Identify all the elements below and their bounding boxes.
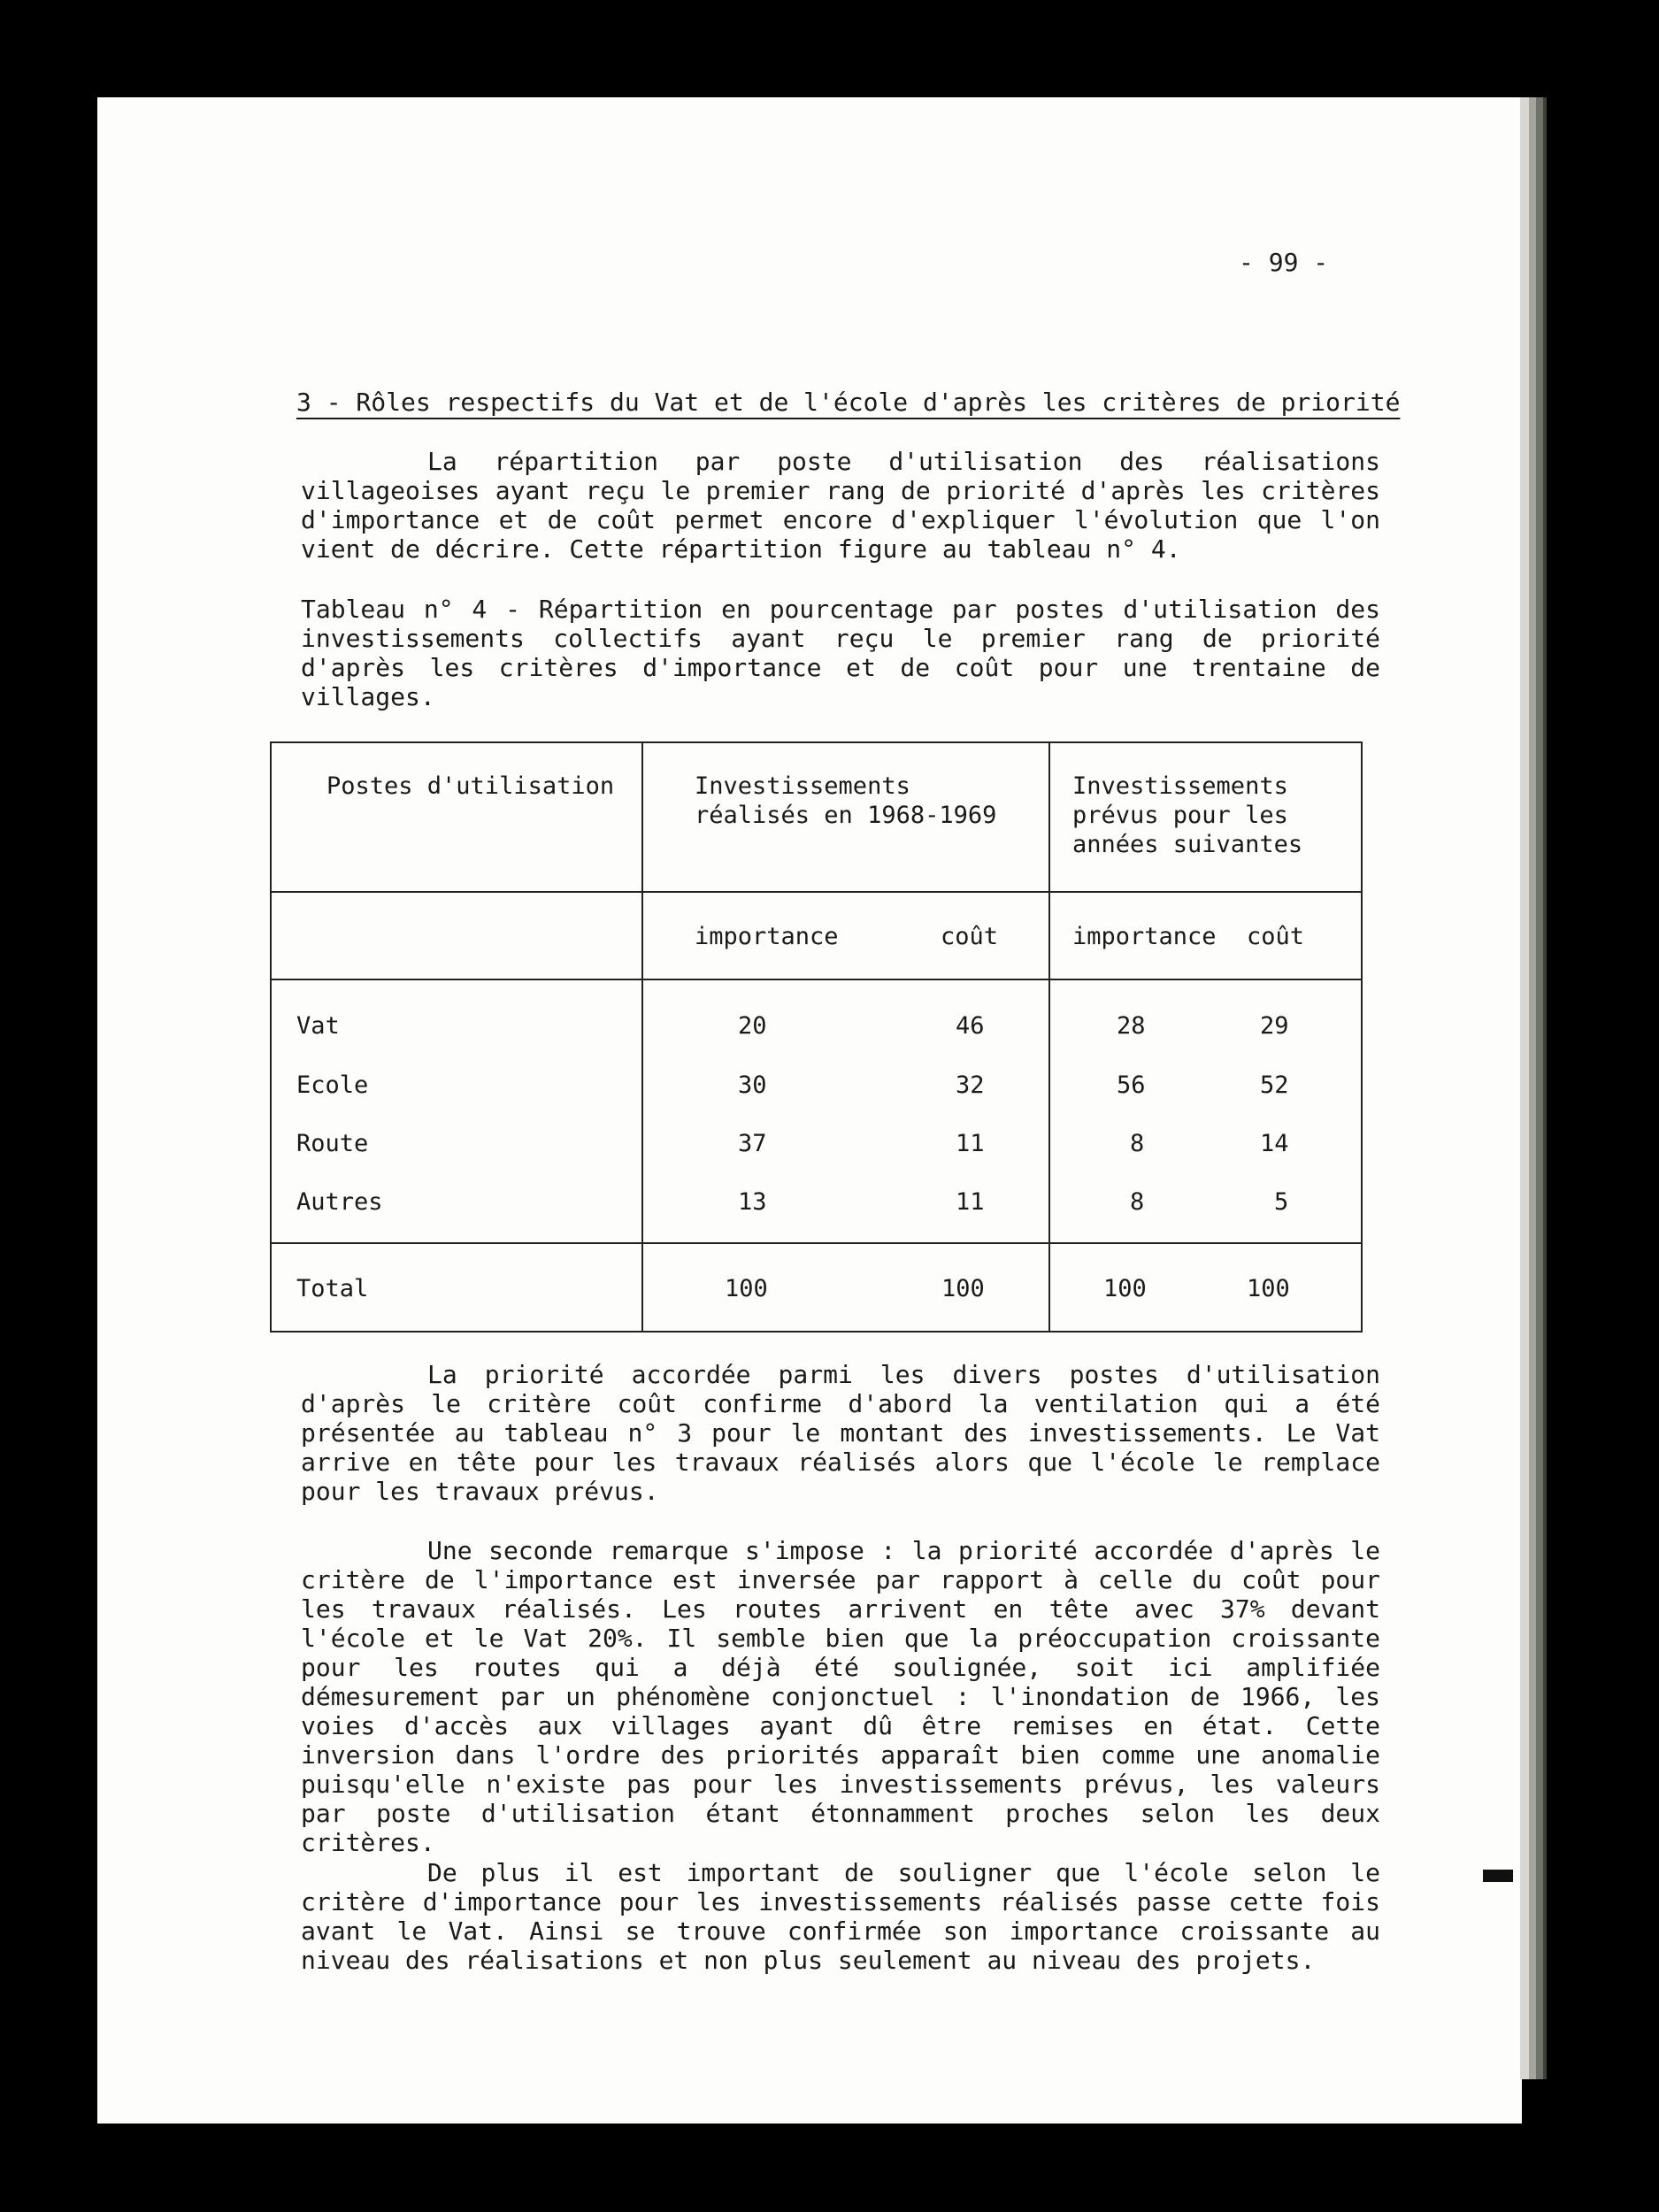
cell-value: 20 [738,1012,767,1040]
table-caption: Tableau n° 4 - Répartition en pourcentage par postes d'utilisation des investissements collectifs ayant reçu le premier rang de priorité d'après les critères d'importance et de coût pour une trentaine de villages. [301,595,1380,711]
page-edge [1520,97,1529,2079]
margin-tab-marker [1483,1870,1513,1882]
header-postes: Postes d'utilisation [326,772,615,800]
row-label: Route [296,1130,369,1157]
cell-value: 28 [1117,1012,1146,1040]
cell-value: 13 [738,1188,767,1216]
total-value: 100 [941,1275,985,1302]
subheader-cout-realises: coût [941,923,999,950]
subheader-cout-prevus: coût [1247,923,1305,950]
cell-value: 8 [1130,1130,1145,1157]
header-prevus-line1: Investissements [1072,772,1288,800]
data-table [270,741,1363,1333]
page-number: - 99 - [1239,248,1329,277]
page-edge [1543,97,1547,2079]
page-edge [1536,97,1543,2079]
table-divider [272,979,1361,980]
cell-value: 32 [956,1071,985,1099]
cell-value: 14 [1260,1130,1289,1157]
paragraph-2: Une seconde remarque s'impose : la priorité accordée d'après le critère de l'importance est inversée par rapport à celle du coût pour les travaux réalisés. Les routes arrivent en tête avec 37% devant l'école et le Vat 20%. Il semble bien que la préoccupation croissante pour les routes qui a déjà été soulignée, soit ici amplifiée démesurement par un phénomène conjonctuel : l'inondation de 1966, les voies d'accès aux villages ayant dû être remises en état. Cette inversion dans l'ordre des priorités apparaît bien comme une anomalie puisqu'elle n'existe pas pour les investissements prévus, les valeurs par poste d'utilisation étant étonnamment proches selon les deux critères. [301,1536,1380,1857]
cell-value: 11 [956,1188,985,1216]
subheader-importance-prevus: importance [1072,923,1217,950]
cell-value: 11 [956,1130,985,1157]
total-value: 100 [1103,1275,1147,1302]
row-label: Autres [296,1188,383,1216]
cell-value: 52 [1260,1071,1289,1099]
cell-value: 46 [956,1012,985,1040]
table-divider [272,1242,1361,1244]
paragraph-intro: La répartition par poste d'utilisation des réalisations villageoises ayant reçu le premier rang de priorité d'après les critères d'importance et de coût permet encore d'expliquer l'évolution que l'on vient de décrire. Cette répartition figure au tableau n° 4. [301,447,1380,564]
cell-value: 5 [1274,1188,1289,1216]
paragraph-3: De plus il est important de souligner que l'école selon le critère d'importance pour les investissements réalisés passe cette fois avant le Vat. Ainsi se trouve confirmée son importance croissante au niveau des réalisations et non plus seulement au niveau des projets. [301,1858,1380,1975]
header-realises-line2: réalisés en 1968-1969 [695,802,997,829]
cell-value: 56 [1117,1071,1146,1099]
table-divider [272,891,1361,893]
total-value: 100 [725,1275,768,1302]
cell-value: 30 [738,1071,767,1099]
row-label: Ecole [296,1071,369,1099]
total-value: 100 [1247,1275,1290,1302]
row-label: Vat [296,1012,340,1040]
section-heading: 3 - Rôles respectifs du Vat et de l'école d'après les critères de priorité [296,388,1401,417]
header-realises-line1: Investissements [695,772,910,800]
cell-value: 29 [1260,1012,1289,1040]
total-label: Total [296,1275,369,1302]
cell-value: 37 [738,1130,767,1157]
paragraph-1: La priorité accordée parmi les divers postes d'utilisation d'après le critère coût confirme d'abord la ventilation qui a été présentée au tableau n° 3 pour le montant des investissements. Le Vat arrive en tête pour les travaux réalisés alors que l'école le remplace pour les travaux prévus. [301,1360,1380,1506]
subheader-importance-realises: importance [695,923,839,950]
header-prevus-line2: prévus pour les [1072,802,1288,829]
page-edge [1529,97,1536,2079]
header-prevus-line3: années suivantes [1072,831,1303,858]
cell-value: 8 [1130,1188,1145,1216]
